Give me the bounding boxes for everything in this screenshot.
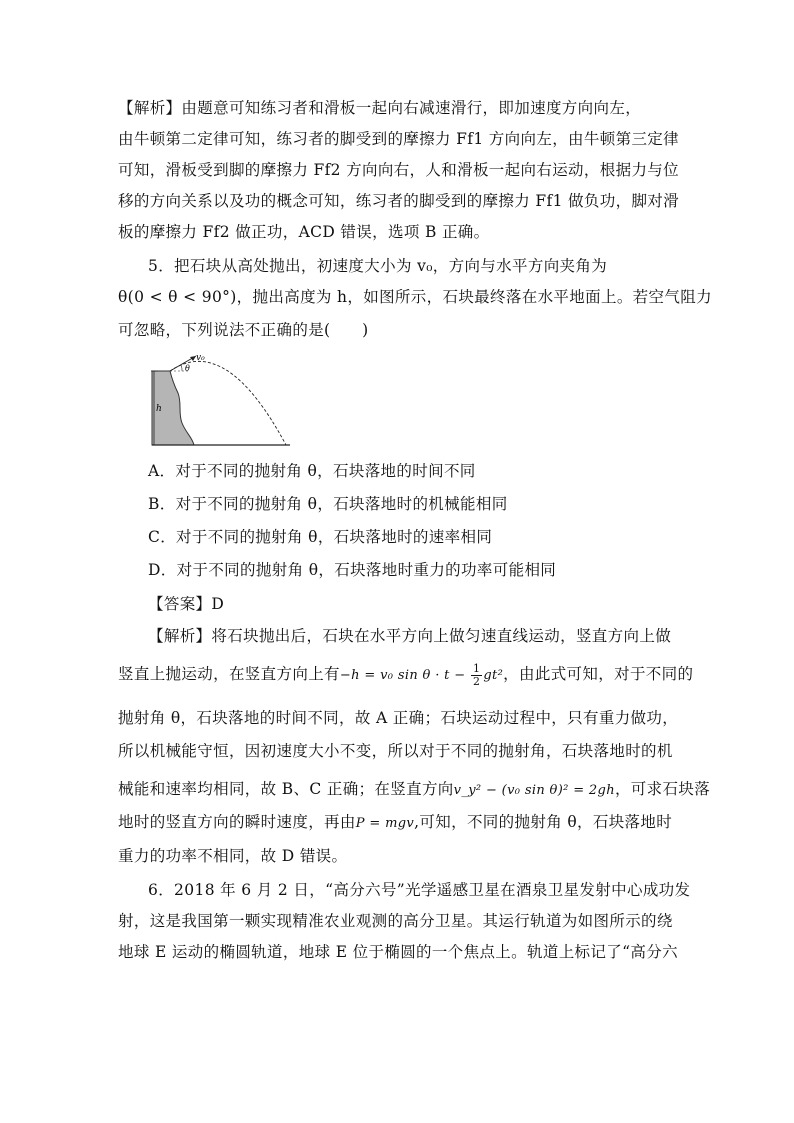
analysis-line: 【解析】将石块抛出后，石块在水平方向上做匀速直线运动，竖直方向上做 bbox=[148, 627, 672, 645]
analysis-line: 所以机械能守恒，因初速度大小不变，所以对于不同的抛射角，石块落地时的机 bbox=[118, 742, 673, 760]
answer-line: 【答案】D bbox=[148, 595, 225, 613]
analysis-line: 械能和速率均相同，故 B、C 正确；在竖直方向v_y² − (v₀ sin θ)² = 2gh，可求石块落 bbox=[118, 780, 711, 798]
question-5-stem: 可忽略，下列说法不正确的是( ) bbox=[118, 321, 369, 339]
analysis-line: 板的摩擦力 Ff2 做正功，ACD 错误，选项 B 正确。 bbox=[118, 223, 490, 241]
option-b: B．对于不同的抛射角 θ，石块落地时的机械能相同 bbox=[148, 495, 508, 513]
question-6-stem: 6．2018 年 6 月 2 日，“高分六号”光学遥感卫星在酒泉卫星发射中心成功发 bbox=[148, 881, 691, 899]
analysis-line: 由牛顿第二定律可知，练习者的脚受到的摩擦力 Ff1 方向向左，由牛顿第三定律 bbox=[118, 130, 680, 148]
formula-power: P = mgv bbox=[355, 816, 415, 831]
question-6-stem: 射，这是我国第一颗实现精准农业观测的高分卫星。其运行轨道为如图所示的绕 bbox=[118, 912, 673, 930]
formula-vertical-motion: −h = v₀ sin θ · t − bbox=[339, 668, 470, 683]
question-5-stem: θ(0 < θ < 90°)，抛出高度为 h，如图所示，石块最终落在水平地面上。若空气阻力 bbox=[118, 288, 712, 306]
option-a: A．对于不同的抛射角 θ，石块落地的时间不同 bbox=[148, 462, 476, 480]
analysis-line: 移的方向关系以及功的概念可知，练习者的脚受到的摩擦力 Ff1 做负功，脚对滑 bbox=[118, 192, 680, 210]
question-5-stem: 5．把石块从高处抛出，初速度大小为 v₀，方向与水平方向夹角为 bbox=[148, 257, 608, 275]
v0-label: v₀ bbox=[196, 353, 205, 363]
option-d: D．对于不同的抛射角 θ，石块落地时重力的功率可能相同 bbox=[148, 561, 557, 579]
h-label: h bbox=[156, 404, 162, 414]
angle-arc bbox=[181, 365, 182, 371]
theta-label: θ bbox=[185, 364, 190, 373]
analysis-line: 重力的功率不相同，故 D 错误。 bbox=[118, 847, 348, 865]
analysis-line: 【解析】由题意可知练习者和滑板一起向右减速滑行，即加速度方向向左， bbox=[118, 99, 642, 117]
analysis-line: 地时的竖直方向的瞬时速度，再由P = mgv,可知，不同的抛射角 θ，石块落地时 bbox=[118, 813, 673, 831]
question-6-stem: 地球 E 运动的椭圆轨道，地球 E 位于椭圆的一个焦点上。轨道上标记了“高分六 bbox=[118, 943, 678, 961]
analysis-line: 抛射角 θ，石块落地的时间不同，故 A 正确；石块运动过程中，只有重力做功， bbox=[118, 709, 679, 727]
analysis-line: 竖直上抛运动，在竖直方向上有−h = v₀ sin θ · t − $\frac{1}{2}$ gt²，由此式可知，对于不同的 bbox=[118, 661, 694, 688]
projectile-figure bbox=[148, 351, 298, 451]
fraction-half: $\frac{1}{2}$ bbox=[472, 661, 481, 688]
formula-vertical-velocity: v_y² − (v₀ sin θ)² = 2gh bbox=[453, 783, 615, 798]
option-c: C．对于不同的抛射角 θ，石块落地时的速率相同 bbox=[148, 528, 493, 546]
analysis-line: 可知，滑板受到脚的摩擦力 Ff2 方向向右，人和滑板一起向右运动，根据力与位 bbox=[118, 161, 680, 179]
